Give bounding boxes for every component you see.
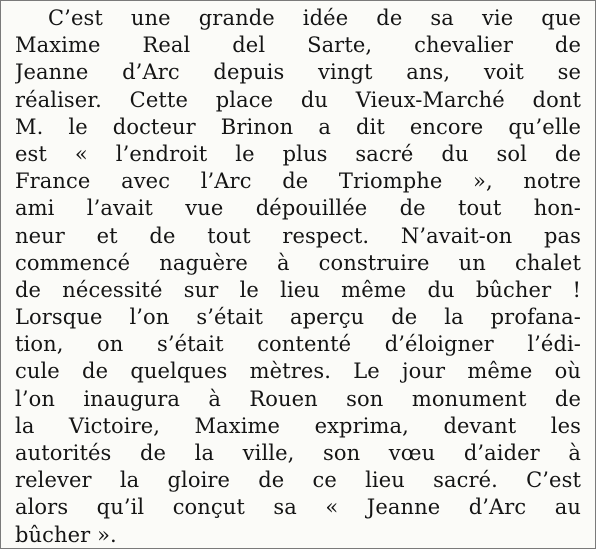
article-paragraph xyxy=(15,5,581,549)
text-line: neur et de tout respect. N’avait-on pas xyxy=(15,223,581,248)
text-line: réaliser. Cette place du Vieux-Marché dont xyxy=(15,87,581,112)
text-line: relever la gloire de ce lieu sacré. C’est xyxy=(15,468,581,493)
text-line: bûcher ». xyxy=(15,522,117,547)
text-line: M. le docteur Brinon a dit encore qu’elle xyxy=(15,114,581,139)
text-line: ami l’avait vue dépouillée de tout hon- xyxy=(15,196,581,221)
text-line: cule de quelques mètres. Le jour même où xyxy=(15,359,581,384)
text-line: commencé naguère à construire un chalet xyxy=(15,250,581,275)
text-line: Jeanne d’Arc depuis vingt ans, voit se xyxy=(15,60,581,85)
text-line: Maxime Real del Sarte, chevalier de xyxy=(15,33,581,58)
text-line: tion, on s’était contenté d’éloigner l’édi- xyxy=(15,332,581,357)
text-line: est « l’endroit le plus sacré du sol de xyxy=(15,141,581,166)
text-line: France avec l’Arc de Triomphe », notre xyxy=(15,169,581,194)
text-line: Lorsque l’on s’était aperçu de la profana- xyxy=(15,305,581,330)
text-line: la Victoire, Maxime exprima, devant les xyxy=(15,413,581,438)
text-line: l’on inaugura à Rouen son monument de xyxy=(15,386,581,411)
text-line: C’est une grande idée de sa vie que xyxy=(48,6,581,30)
text-line: autorités de la ville, son vœu d’aider à xyxy=(15,441,581,465)
text-line: alors qu’il conçut sa « Jeanne d’Arc au xyxy=(15,495,581,520)
text-line: de nécessité sur le lieu même du bûcher ! xyxy=(15,277,581,302)
